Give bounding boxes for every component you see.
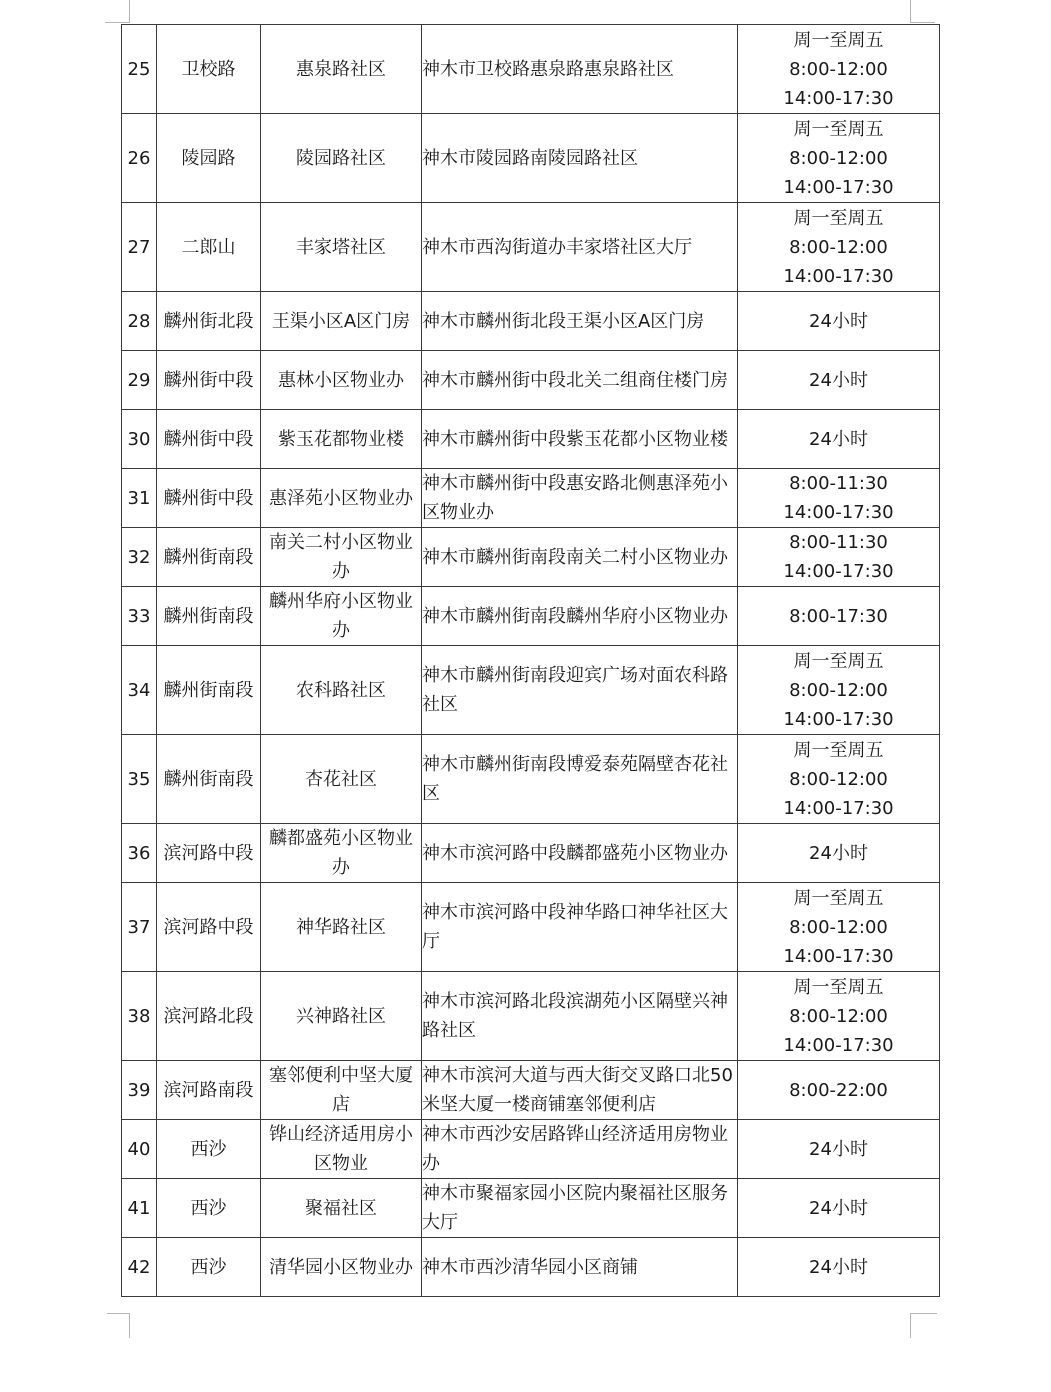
location-name-cell: 惠泉路社区 — [261, 25, 422, 114]
table-row — [122, 114, 940, 203]
address-cell: 神木市麟州街中段北关二组商住楼门房 — [422, 351, 738, 410]
hours-line: 周一至周五 — [793, 976, 884, 998]
hours-cell — [738, 203, 940, 292]
hours-line: 8:00-22:00 — [789, 1079, 888, 1101]
address-cell: 神木市麟州街南段麟州华府小区物业办 — [422, 587, 738, 646]
location-name-cell: 塞邻便利中坚大厦店 — [261, 1061, 422, 1120]
street-cell: 麟州街北段 — [157, 292, 261, 351]
address-cell: 神木市麟州街南段南关二村小区物业办 — [422, 528, 738, 587]
hours-line: 8:00-11:30 — [789, 473, 888, 494]
location-name-cell: 神华路社区 — [261, 883, 422, 972]
table-body — [122, 25, 940, 1297]
hours-line: 14:00-17:30 — [783, 561, 894, 582]
hours-cell — [738, 1061, 940, 1120]
hours-line: 14:00-17:30 — [783, 502, 894, 523]
street-cell: 陵园路 — [157, 114, 261, 203]
street-cell: 滨河路中段 — [157, 824, 261, 883]
location-name-cell: 陵园路社区 — [261, 114, 422, 203]
street-cell: 麟州街南段 — [157, 735, 261, 824]
table-row — [122, 203, 940, 292]
location-name-cell: 紫玉花都物业楼 — [261, 410, 422, 469]
crop-mark-bottom-right — [910, 1313, 937, 1338]
hours-line: 24小时 — [809, 369, 868, 391]
location-name-cell: 铧山经济适用房小区物业 — [261, 1120, 422, 1179]
address-cell: 神木市麟州街南段迎宾广场对面农科路社区 — [422, 646, 738, 735]
row-number: 38 — [122, 972, 157, 1061]
hours-line: 8:00-12:00 — [789, 768, 888, 790]
address-cell: 神木市西沙安居路铧山经济适用房物业办 — [422, 1120, 738, 1179]
hours-line: 14:00-17:30 — [783, 265, 894, 287]
location-name-cell: 丰家塔社区 — [261, 203, 422, 292]
street-cell: 滨河路中段 — [157, 883, 261, 972]
hours-cell — [738, 292, 940, 351]
street-cell: 卫校路 — [157, 25, 261, 114]
street-cell: 麟州街南段 — [157, 646, 261, 735]
table-row — [122, 646, 940, 735]
hours-cell — [738, 883, 940, 972]
location-name-cell: 清华园小区物业办 — [261, 1238, 422, 1297]
row-number: 31 — [122, 469, 157, 528]
table-row — [122, 1061, 940, 1120]
row-number: 27 — [122, 203, 157, 292]
address-cell: 神木市陵园路南陵园路社区 — [422, 114, 738, 203]
hours-line: 8:00-12:00 — [789, 58, 888, 80]
hours-line: 14:00-17:30 — [783, 945, 894, 967]
row-number: 37 — [122, 883, 157, 972]
location-name-cell: 王渠小区A区门房 — [261, 292, 422, 351]
location-name-cell: 惠泽苑小区物业办 — [261, 469, 422, 528]
row-number: 30 — [122, 410, 157, 469]
table-row — [122, 410, 940, 469]
hours-cell — [738, 1120, 940, 1179]
address-cell: 神木市西沙清华园小区商铺 — [422, 1238, 738, 1297]
hours-cell — [738, 972, 940, 1061]
location-name-cell: 惠林小区物业办 — [261, 351, 422, 410]
row-number: 29 — [122, 351, 157, 410]
service-points-table — [121, 24, 940, 1297]
hours-line: 周一至周五 — [793, 650, 884, 672]
table-row — [122, 1238, 940, 1297]
table-row — [122, 735, 940, 824]
hours-line: 周一至周五 — [793, 118, 884, 140]
hours-cell — [738, 646, 940, 735]
hours-cell — [738, 410, 940, 469]
row-number: 26 — [122, 114, 157, 203]
table-row — [122, 528, 940, 587]
hours-cell — [738, 824, 940, 883]
hours-line: 24小时 — [809, 842, 868, 864]
table-row — [122, 292, 940, 351]
street-cell: 麟州街南段 — [157, 528, 261, 587]
row-number: 36 — [122, 824, 157, 883]
table-row — [122, 587, 940, 646]
street-cell: 麟州街中段 — [157, 469, 261, 528]
hours-line: 24小时 — [809, 1256, 868, 1278]
table-row — [122, 883, 940, 972]
hours-line: 14:00-17:30 — [783, 708, 894, 730]
hours-line: 8:00-12:00 — [789, 147, 888, 169]
hours-cell — [738, 25, 940, 114]
address-cell: 神木市滨河路中段神华路口神华社区大厅 — [422, 883, 738, 972]
table-row — [122, 1120, 940, 1179]
street-cell: 西沙 — [157, 1120, 261, 1179]
row-number: 39 — [122, 1061, 157, 1120]
address-cell: 神木市西沟街道办丰家塔社区大厅 — [422, 203, 738, 292]
hours-line: 8:00-11:30 — [789, 532, 888, 553]
hours-line: 14:00-17:30 — [783, 797, 894, 819]
address-cell: 神木市卫校路惠泉路惠泉路社区 — [422, 25, 738, 114]
street-cell: 麟州街南段 — [157, 587, 261, 646]
hours-line: 14:00-17:30 — [783, 176, 894, 198]
table-row — [122, 469, 940, 528]
hours-line: 24小时 — [809, 1197, 868, 1219]
location-name-cell: 聚福社区 — [261, 1179, 422, 1238]
address-cell: 神木市滨河大道与西大街交叉路口北50米坚大厦一楼商铺塞邻便利店 — [422, 1061, 738, 1120]
street-cell: 二郎山 — [157, 203, 261, 292]
hours-line: 周一至周五 — [793, 29, 884, 51]
hours-cell — [738, 587, 940, 646]
street-cell: 西沙 — [157, 1238, 261, 1297]
row-number: 28 — [122, 292, 157, 351]
address-cell: 神木市滨河路中段麟都盛苑小区物业办 — [422, 824, 738, 883]
address-cell: 神木市麟州街中段惠安路北侧惠泽苑小区物业办 — [422, 469, 738, 528]
hours-cell — [738, 528, 940, 587]
location-name-cell: 农科路社区 — [261, 646, 422, 735]
hours-cell — [738, 351, 940, 410]
street-cell: 滨河路北段 — [157, 972, 261, 1061]
street-cell: 滨河路南段 — [157, 1061, 261, 1120]
address-cell: 神木市麟州街北段王渠小区A区门房 — [422, 292, 738, 351]
table-row — [122, 25, 940, 114]
hours-cell — [738, 469, 940, 528]
table-row — [122, 351, 940, 410]
address-cell: 神木市麟州街中段紫玉花都小区物业楼 — [422, 410, 738, 469]
street-cell: 麟州街中段 — [157, 351, 261, 410]
hours-line: 8:00-17:30 — [789, 605, 888, 627]
address-cell: 神木市麟州街南段博爱泰苑隔壁杏花社区 — [422, 735, 738, 824]
address-cell: 神木市滨河路北段滨湖苑小区隔壁兴神路社区 — [422, 972, 738, 1061]
row-number: 33 — [122, 587, 157, 646]
hours-line: 8:00-12:00 — [789, 916, 888, 938]
hours-line: 8:00-12:00 — [789, 1005, 888, 1027]
table-row — [122, 1179, 940, 1238]
row-number: 35 — [122, 735, 157, 824]
row-number: 25 — [122, 25, 157, 114]
row-number: 42 — [122, 1238, 157, 1297]
hours-line: 24小时 — [809, 428, 868, 450]
hours-line: 24小时 — [809, 1138, 868, 1160]
location-name-cell: 麟都盛苑小区物业办 — [261, 824, 422, 883]
hours-cell — [738, 1179, 940, 1238]
hours-line: 周一至周五 — [793, 207, 884, 229]
hours-line: 14:00-17:30 — [783, 87, 894, 109]
hours-line: 8:00-12:00 — [789, 236, 888, 258]
row-number: 41 — [122, 1179, 157, 1238]
address-cell: 神木市聚福家园小区院内聚福社区服务大厅 — [422, 1179, 738, 1238]
row-number: 40 — [122, 1120, 157, 1179]
hours-line: 14:00-17:30 — [783, 1034, 894, 1056]
hours-cell — [738, 114, 940, 203]
street-cell: 麟州街中段 — [157, 410, 261, 469]
crop-mark-top-left — [105, 0, 130, 23]
hours-line: 8:00-12:00 — [789, 679, 888, 701]
row-number: 32 — [122, 528, 157, 587]
location-name-cell: 杏花社区 — [261, 735, 422, 824]
hours-cell — [738, 735, 940, 824]
location-name-cell: 南关二村小区物业办 — [261, 528, 422, 587]
table-row — [122, 824, 940, 883]
crop-mark-bottom-left — [107, 1313, 130, 1338]
crop-mark-top-right — [910, 0, 935, 23]
hours-line: 周一至周五 — [793, 739, 884, 761]
hours-cell — [738, 1238, 940, 1297]
hours-line: 周一至周五 — [793, 887, 884, 909]
street-cell: 西沙 — [157, 1179, 261, 1238]
location-name-cell: 兴神路社区 — [261, 972, 422, 1061]
location-name-cell: 麟州华府小区物业办 — [261, 587, 422, 646]
row-number: 34 — [122, 646, 157, 735]
hours-line: 24小时 — [809, 310, 868, 332]
table-row — [122, 972, 940, 1061]
